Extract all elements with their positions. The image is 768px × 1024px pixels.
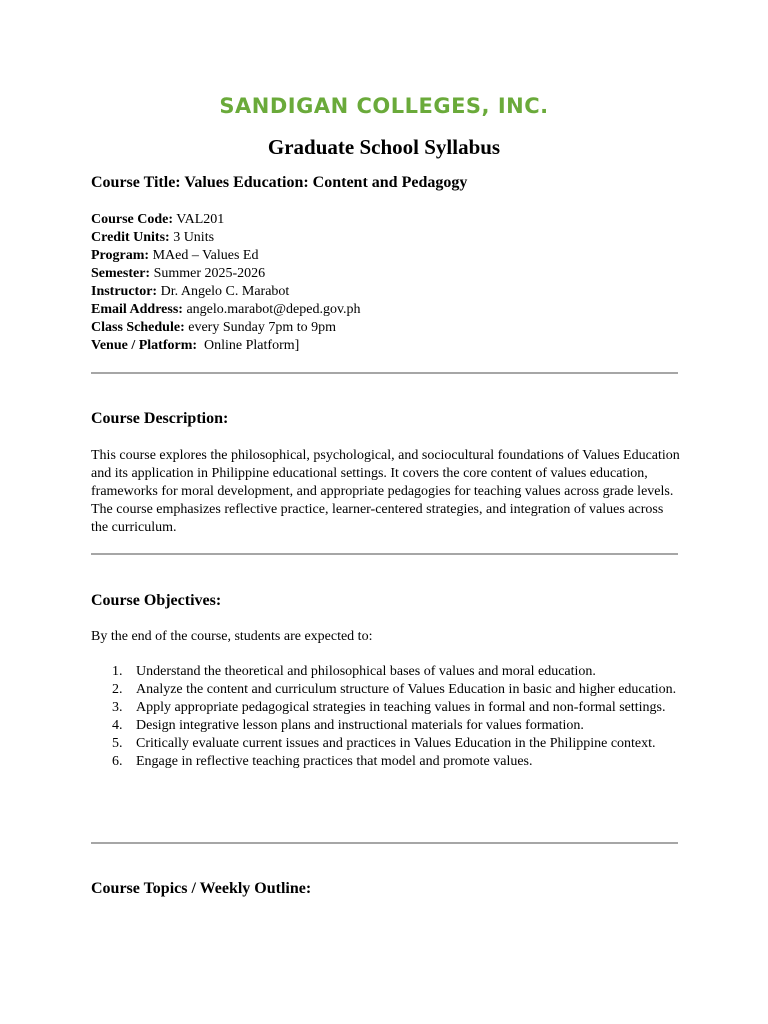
list-item <box>91 681 681 699</box>
divider <box>91 372 678 374</box>
course-title: Course Title: Values Education: Content and Pedagogy <box>91 174 468 191</box>
email-label: Email Address: <box>91 302 183 317</box>
list-number: 6. <box>112 754 123 769</box>
email-value: angelo.marabot@deped.gov.ph <box>186 302 361 317</box>
schedule-value: every Sunday 7pm to 9pm <box>188 320 336 335</box>
course-objectives-heading: Course Objectives: <box>91 592 222 609</box>
course-topics-heading: Course Topics / Weekly Outline: <box>91 880 312 897</box>
list-item-text: Understand the theoretical and philosophical bases of values and moral education. <box>136 664 596 679</box>
list-item <box>91 735 681 753</box>
divider <box>91 553 678 555</box>
credit-units-label: Credit Units: <box>91 230 170 245</box>
credit-units-row <box>91 229 361 247</box>
program-row <box>91 247 361 265</box>
list-item-text: Design integrative lesson plans and instructional materials for values formation. <box>136 718 584 733</box>
course-description-heading: Course Description: <box>91 410 229 427</box>
instructor-label: Instructor: <box>91 284 158 299</box>
list-number: 1. <box>112 664 123 679</box>
schedule-row <box>91 319 361 337</box>
list-item-text: Engage in reflective teaching practices that model and promote values. <box>136 754 533 769</box>
objectives-list <box>91 663 681 771</box>
document-title: Graduate School Syllabus <box>267 135 501 159</box>
venue-label: Venue / Platform: <box>91 338 198 353</box>
venue-value: Online Platform] <box>200 338 300 353</box>
list-item <box>91 753 681 771</box>
program-value: MAed – Values Ed <box>152 248 259 263</box>
semester-label: Semester: <box>91 266 151 281</box>
program-label: Program: <box>91 248 150 263</box>
schedule-label: Class Schedule: <box>91 320 185 335</box>
list-number: 3. <box>112 700 123 715</box>
semester-value: Summer 2025-2026 <box>153 266 266 281</box>
list-number: 2. <box>112 682 123 697</box>
course-code-value: VAL201 <box>176 212 225 227</box>
list-item-text: Critically evaluate current issues and practices in Values Education in the Philippine context. <box>136 736 656 751</box>
list-item <box>91 699 681 717</box>
list-number: 4. <box>112 718 123 733</box>
list-item <box>91 717 681 735</box>
venue-row <box>91 337 361 355</box>
institution-name: SANDIGAN COLLEGES, INC. <box>219 94 549 118</box>
divider <box>91 842 678 844</box>
course-info <box>91 211 361 355</box>
list-item <box>91 663 681 681</box>
instructor-value: Dr. Angelo C. Marabot <box>160 284 290 299</box>
email-row <box>91 301 361 319</box>
list-item-text: Apply appropriate pedagogical strategies in teaching values in formal and non-formal settings. <box>136 700 666 715</box>
list-number: 5. <box>112 736 123 751</box>
instructor-row <box>91 283 361 301</box>
semester-row <box>91 265 361 283</box>
course-code-label: Course Code: <box>91 212 174 227</box>
course-code-row <box>91 211 361 229</box>
list-item-text: Analyze the content and curriculum structure of Values Education in basic and higher education. <box>136 682 677 697</box>
course-description-text: This course explores the philosophical, psychological, and sociocultural foundations of Values Education and its application in Philippine educational settings. It covers the core content of values education, frameworks for moral development, and appropriate pedagogies for teaching values across grade levels. The course emphasizes reflective practice, learner-centered strategies, and integration of values across the curriculum. <box>91 448 680 535</box>
credit-units-value: 3 Units <box>173 230 215 245</box>
objectives-intro: By the end of the course, students are expected to: <box>91 629 373 644</box>
